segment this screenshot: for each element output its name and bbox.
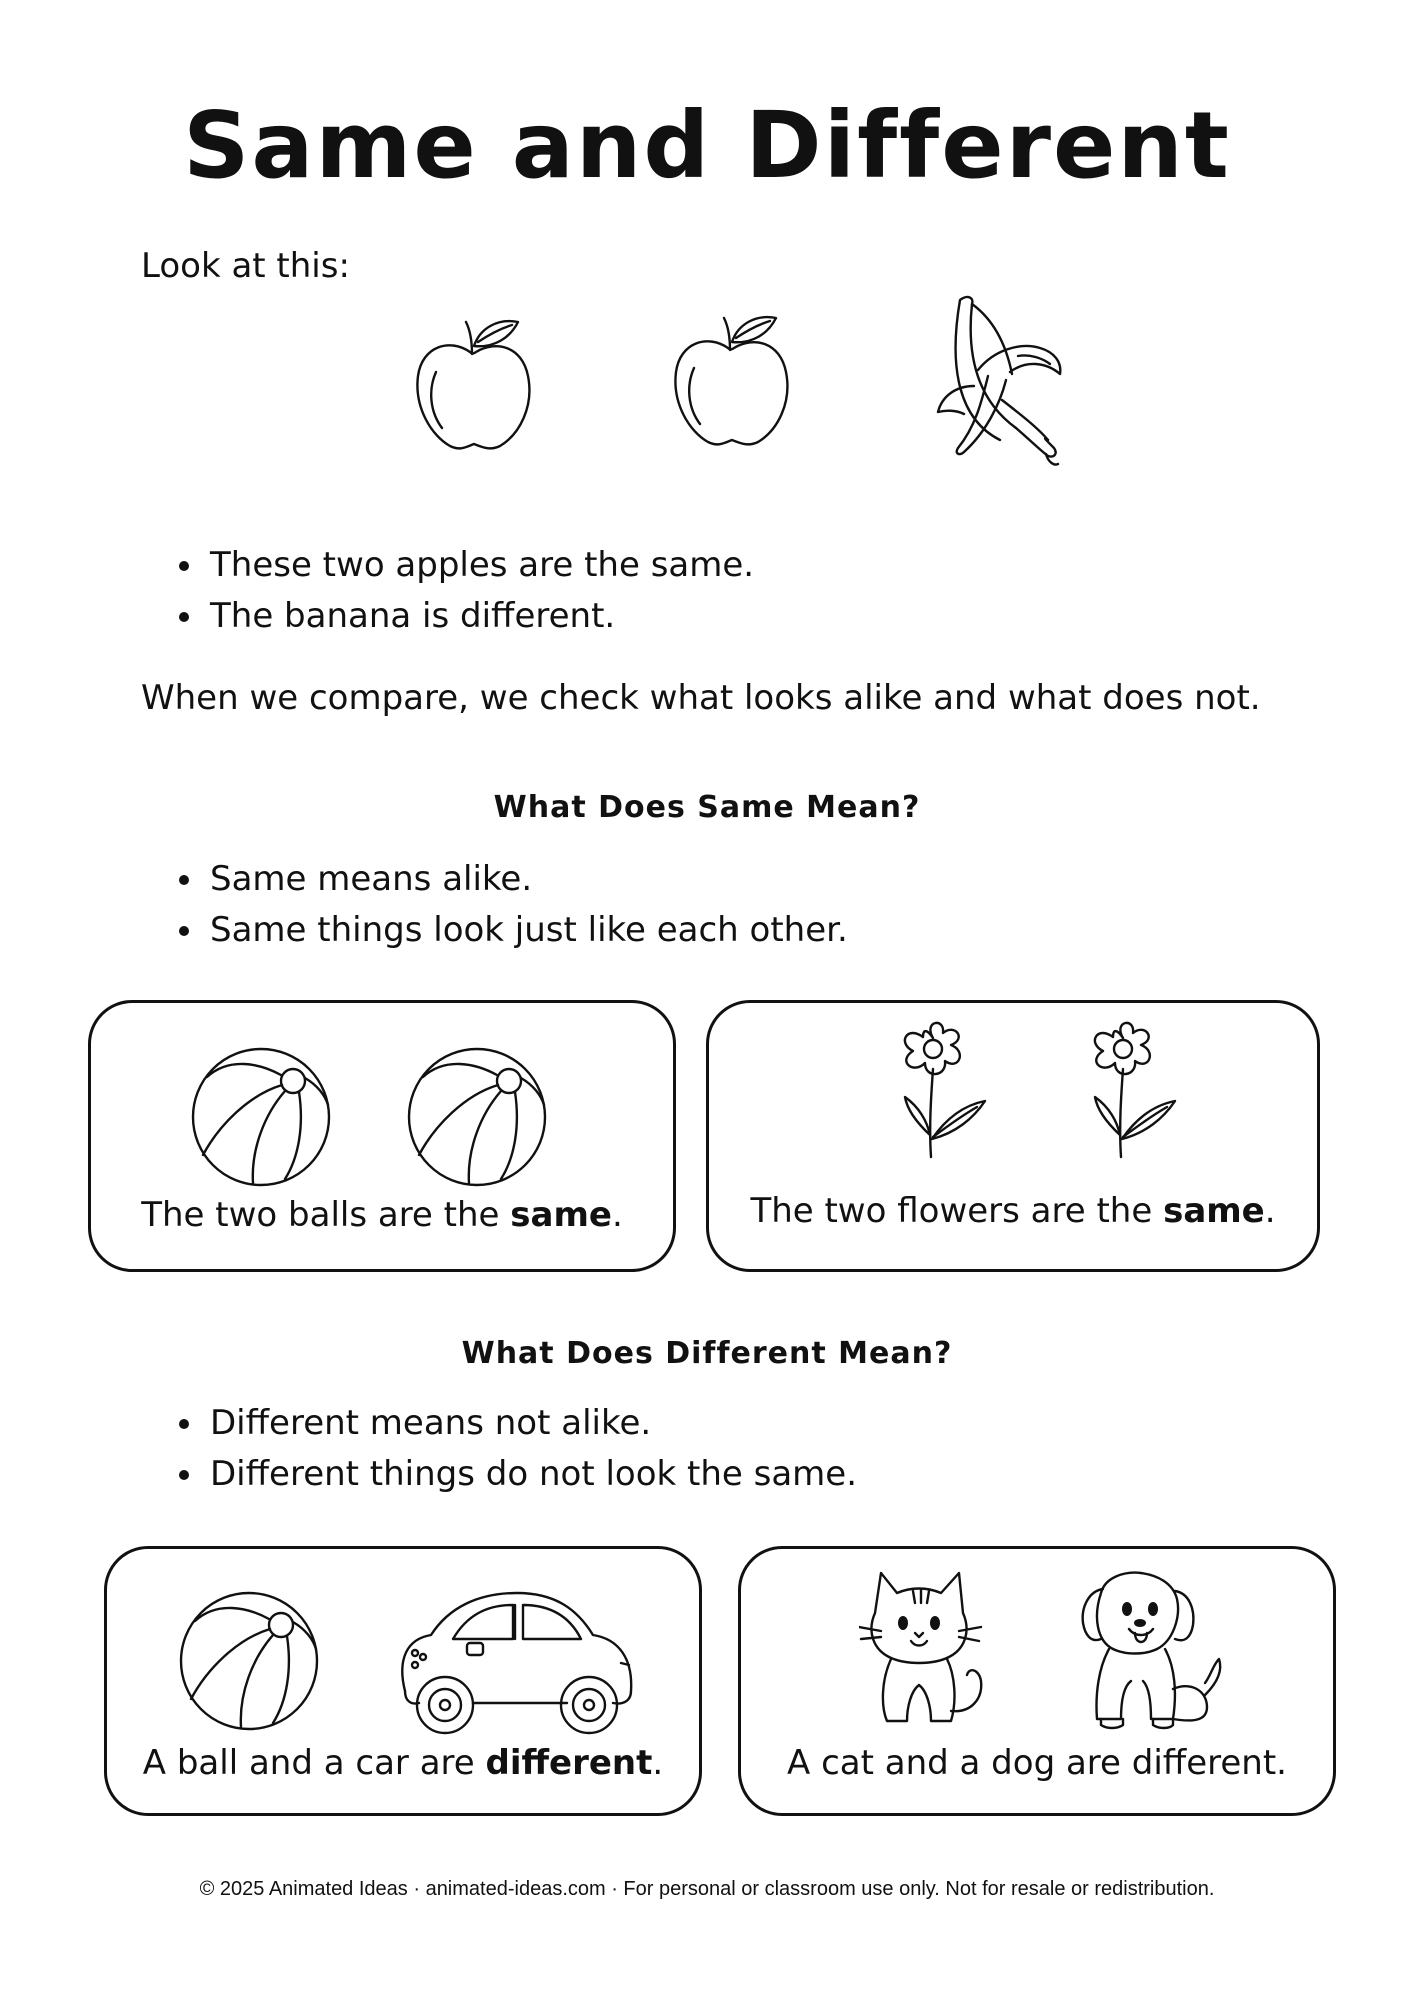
list-item: • The banana is different.	[206, 591, 754, 642]
same-flowers-card	[706, 1000, 1320, 1272]
dog-icon	[1061, 1563, 1231, 1733]
list-item: • Same things look just like each other.	[206, 905, 848, 956]
card-caption: A cat and a dog are different.	[787, 1743, 1287, 1783]
list-item: • Same means alike.	[206, 854, 848, 905]
car-icon	[387, 1579, 637, 1749]
card-caption: The two balls are the same.	[141, 1195, 623, 1235]
apple-icon	[410, 300, 540, 480]
same-section-heading: What Does Same Mean?	[493, 790, 921, 825]
flower-icon	[1083, 1017, 1179, 1167]
intro-text: Look at this:	[141, 246, 350, 286]
different-section-heading: What Does Different Mean?	[461, 1336, 953, 1371]
list-item: • Different means not alike.	[206, 1398, 857, 1449]
banana-icon	[930, 290, 1070, 480]
card-caption: A ball and a car are different.	[142, 1743, 664, 1783]
apple-icon	[668, 296, 798, 476]
flower-icon	[893, 1017, 989, 1167]
list-item: • These two apples are the same.	[206, 540, 754, 591]
ball-icon	[177, 1589, 321, 1733]
list-item: • Different things do not look the same.	[206, 1449, 857, 1500]
different-bullet-list	[160, 1398, 857, 1500]
footer-copyright: © 2025 Animated Ideas · animated-ideas.com · For personal or classroom use only. Not for resale or redistribution.	[199, 1878, 1215, 1900]
cat-icon	[859, 1561, 999, 1731]
intro-bullet-list	[160, 540, 754, 642]
same-bullet-list	[160, 854, 848, 956]
page-title: Same and Different	[183, 92, 1231, 199]
different-cat-dog-card	[738, 1546, 1336, 1816]
different-ball-car-card	[104, 1546, 702, 1816]
same-balls-card	[88, 1000, 676, 1272]
card-caption: The two flowers are the same.	[750, 1191, 1276, 1231]
compare-text: When we compare, we check what looks alike and what does not.	[141, 678, 1261, 718]
ball-icon	[405, 1045, 549, 1189]
ball-icon	[189, 1045, 333, 1189]
